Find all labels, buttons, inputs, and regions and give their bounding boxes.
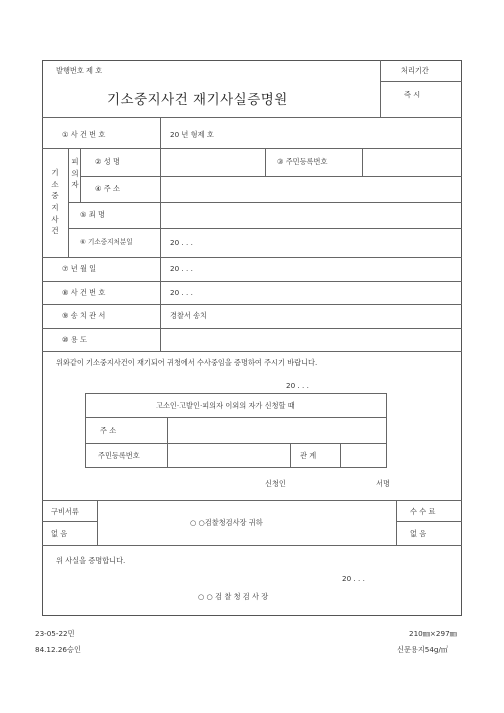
period-value: 즉 시 — [404, 90, 421, 99]
period-label: 처리기간 — [401, 66, 429, 75]
date-label: ⑦ 년 월 일 — [62, 264, 97, 273]
office-value: 경찰서 송치 — [170, 311, 208, 320]
office-label: ⑨ 송 치 관 서 — [62, 311, 106, 320]
case-number-2-value: 20 . . . — [170, 288, 193, 297]
name-label: ② 성 명 — [95, 157, 120, 166]
fee-value: 없 음 — [410, 529, 427, 538]
certification-text: 위 사실을 증명합니다. — [56, 556, 126, 565]
issue-number: 발행번호 제 호 — [56, 66, 103, 75]
third-party-address-label: 주 소 — [100, 426, 117, 435]
suspension-date-value: 20 . . . — [170, 238, 193, 247]
case-number-value: 20 년 형제 호 — [170, 130, 214, 139]
form-code: 23-05-22민 — [35, 629, 75, 638]
date-value: 20 . . . — [170, 264, 193, 273]
applicant-label: 신청인 — [265, 479, 286, 488]
signature-label: 서명 — [376, 479, 390, 488]
third-party-rrn-label: 주민등록번호 — [98, 451, 140, 460]
purpose-label: ⑩ 용 도 — [62, 335, 87, 344]
period-divider — [380, 81, 462, 82]
suspect-label: 피 의 자 — [71, 157, 79, 190]
addressee: ○ ○검찰청검사장 귀하 — [190, 518, 263, 527]
suspension-date-label: ⑥ 기소중지처분일 — [80, 238, 133, 246]
third-party-title: 고소인·고발인·피의자 이외의 자가 신청할 때 — [156, 401, 295, 410]
certifying-authority: ○ ○ 검 찰 청 검 사 장 — [198, 592, 269, 601]
case-number-label: ① 사 건 번 호 — [62, 130, 106, 139]
certification-date: 20 . . . — [342, 574, 365, 583]
header-divider — [380, 60, 381, 117]
charge-label: ⑤ 죄 명 — [80, 210, 105, 219]
required-docs-label: 구비서류 — [51, 507, 79, 516]
form-title: 기소중지사건 재기사실증명원 — [107, 92, 288, 108]
address-label: ④ 주 소 — [95, 184, 120, 193]
rrn-label: ③ 주민등록번호 — [277, 157, 328, 166]
form-frame — [42, 60, 462, 616]
approval-date: 84.12.26승인 — [35, 645, 81, 654]
request-text: 위와같이 기소중지사건이 재기되어 귀청에서 수사중임을 증명하여 주시기 바랍니다. — [56, 358, 318, 367]
required-docs-value: 없 음 — [51, 529, 68, 538]
case-number-2-label: ⑧ 사 건 번 호 — [62, 288, 106, 297]
request-date: 20 . . . — [286, 381, 309, 390]
fee-label: 수 수 료 — [410, 507, 436, 516]
paper-type: 신문용지54g/㎡ — [397, 645, 449, 654]
group-label-prosecution-suspended: 기 소 중 지 사 건 — [51, 168, 59, 236]
relation-label: 관 계 — [300, 451, 317, 460]
paper-size: 210㎜×297㎜ — [409, 629, 457, 638]
